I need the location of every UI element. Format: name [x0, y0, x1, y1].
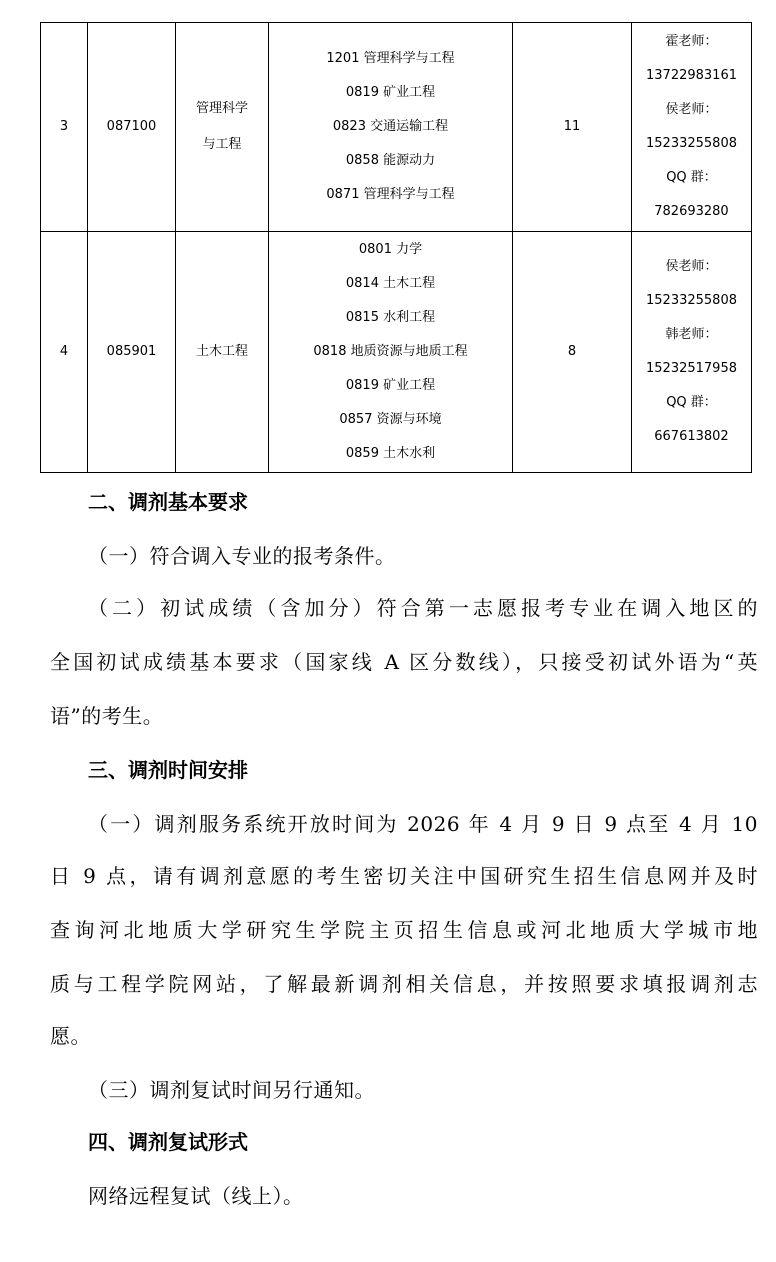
contact-line: 782693280 — [654, 204, 729, 219]
source-major: 1201 管理科学与工程 — [326, 51, 455, 66]
contact-line: 侯老师： — [665, 102, 718, 117]
source-major: 0871 管理科学与工程 — [326, 187, 455, 202]
section-heading: 三、调剂时间安排 — [88, 758, 248, 782]
source-major: 0823 交通运输工程 — [332, 119, 449, 134]
major-name-line: 土木工程 — [195, 344, 248, 359]
text-line: 质与工程学院网站，了解最新调剂相关信息，并按照要求填报调剂志 — [50, 972, 758, 996]
source-major: 0858 能源动力 — [345, 153, 436, 168]
major-name — [176, 232, 269, 473]
paragraph-line: 愿。 — [50, 1024, 91, 1048]
contact-line: QQ 群： — [666, 170, 717, 185]
major-name-line: 管理科学 — [195, 101, 248, 116]
contact-line: 15233255808 — [646, 136, 737, 151]
row-number: 4 — [41, 232, 88, 473]
plan-table — [40, 22, 752, 473]
quota-count: 8 — [513, 232, 632, 473]
text-line: 日 9 点，请有调剂意愿的考生密切关注中国研究生招生信息网并及时 — [50, 864, 758, 888]
source-major: 0819 矿业工程 — [345, 85, 436, 100]
paragraph-line — [50, 968, 758, 997]
source-major: 0819 矿业工程 — [345, 378, 436, 393]
row-number: 3 — [41, 23, 88, 232]
major-code: 087100 — [88, 23, 176, 232]
paragraph-line — [50, 860, 758, 889]
contact-info — [632, 23, 752, 232]
contact-line: 霍老师： — [665, 34, 718, 49]
source-major: 0818 地质资源与地质工程 — [313, 344, 468, 359]
source-major: 0857 资源与环境 — [339, 412, 442, 427]
quota-count: 11 — [513, 23, 632, 232]
section-heading: 二、调剂基本要求 — [88, 490, 248, 514]
text-line: 全国初试成绩基本要求（国家线 A 区分数线），只接受初试外语为“英 — [50, 650, 758, 674]
paragraph-line: 语”的考生。 — [50, 704, 164, 728]
paragraph-line — [88, 592, 758, 621]
table-row — [41, 23, 752, 232]
contact-line: 15233255808 — [646, 293, 737, 308]
paragraph-line — [50, 914, 758, 943]
table-row — [41, 232, 752, 473]
contact-info — [632, 232, 752, 473]
contact-line: 韩老师： — [665, 327, 718, 342]
text-line: （一）调剂服务系统开放时间为 2026 年 4 月 9 日 9 点至 4 月 10 — [88, 812, 758, 836]
contact-line: QQ 群： — [666, 395, 717, 410]
contact-line: 侯老师： — [665, 259, 718, 274]
source-major: 0815 水利工程 — [345, 310, 436, 325]
paragraph: （一）符合调入专业的报考条件。 — [88, 544, 396, 568]
major-name — [176, 23, 269, 232]
paragraph-line — [50, 646, 758, 675]
text-line: （二）初试成绩（含加分）符合第一志愿报考专业在调入地区的 — [88, 596, 758, 620]
source-majors — [269, 23, 513, 232]
source-major: 0801 力学 — [358, 242, 423, 257]
source-major: 0814 土木工程 — [345, 276, 436, 291]
text-line: 查询河北地质大学研究生学院主页招生信息或河北地质大学城市地 — [50, 918, 758, 942]
contact-line: 13722983161 — [646, 68, 737, 83]
contact-line: 667613802 — [654, 429, 729, 444]
paragraph-line — [88, 808, 758, 837]
paragraph: （三）调剂复试时间另行通知。 — [88, 1078, 375, 1102]
contact-line: 15232517958 — [646, 361, 737, 376]
major-name-line: 与工程 — [202, 137, 242, 152]
paragraph: 网络远程复试（线上）。 — [88, 1184, 304, 1208]
source-majors — [269, 232, 513, 473]
source-major: 0859 土木水利 — [345, 446, 436, 461]
major-code: 085901 — [88, 232, 176, 473]
section-heading: 四、调剂复试形式 — [88, 1130, 248, 1154]
